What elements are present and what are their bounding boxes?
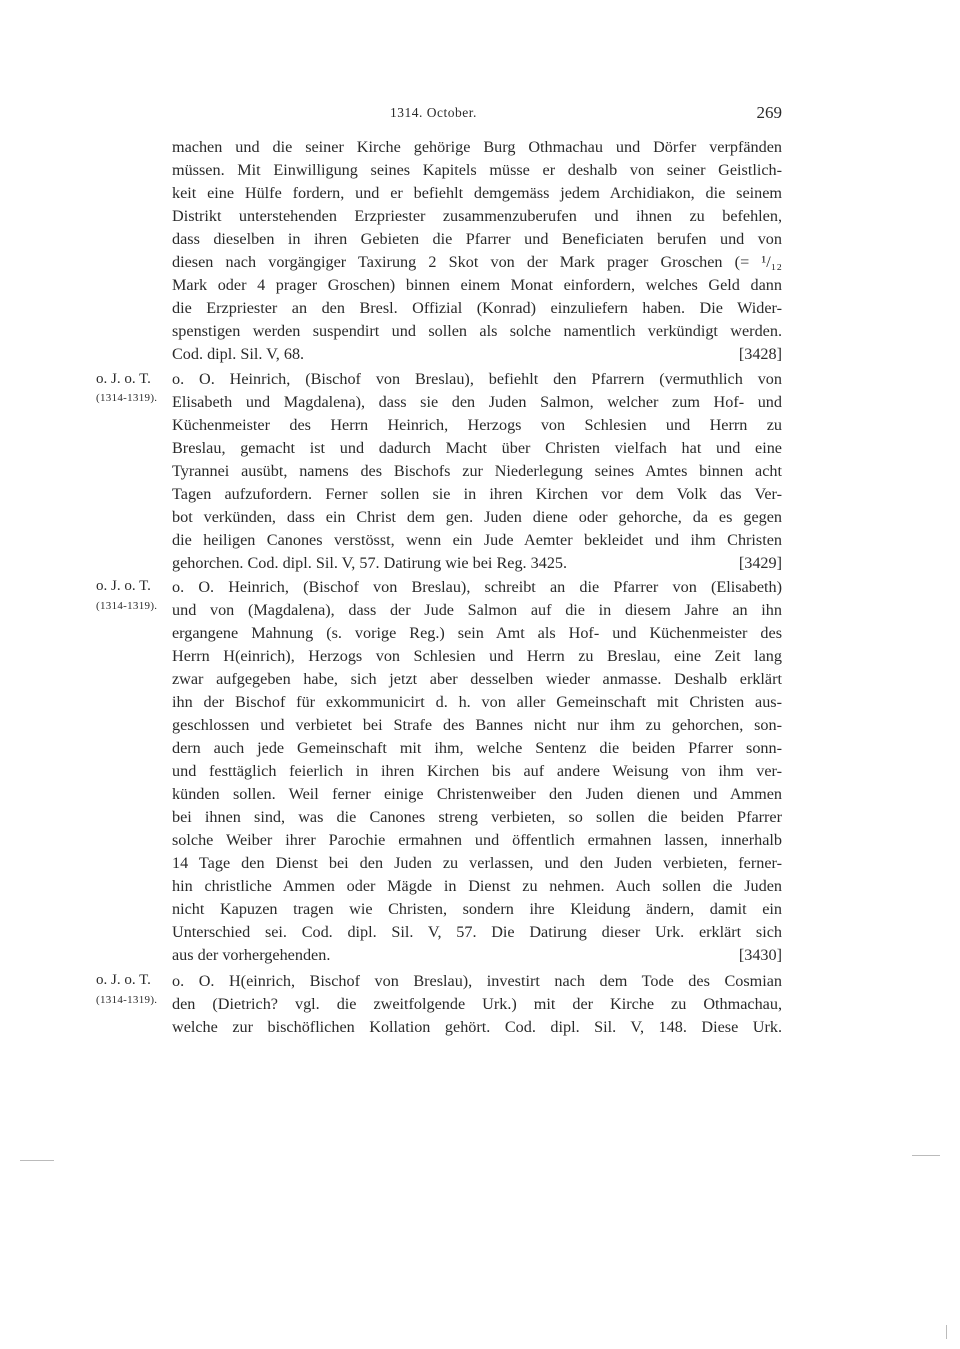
scan-mark bbox=[946, 1325, 947, 1339]
regest-number: [3428] bbox=[733, 343, 782, 365]
text-line: dass dieselben in ihren Gebieten die Pfarrer und Beneficiaten berufen und von bbox=[172, 230, 782, 248]
text-line-last bbox=[172, 944, 782, 966]
text-line: ihn der Bischof für exkommunicirt d. h. von aller Gemeinschaft mit Christen aus- bbox=[172, 693, 782, 711]
text-line: Herrn H(einrich), Herzogs von Schlesien und Herrn zu Breslau, eine Zeit lang bbox=[172, 647, 782, 665]
text-line: zwar aufgegeben habe, sich jetzt aber desselben wieder anmasse. Deshalb erklärt bbox=[172, 670, 782, 688]
text-line: o. O. Heinrich, (Bischof von Breslau), schreibt an die Pfarrer von (Elisabeth) bbox=[172, 578, 782, 596]
text-line: die heiligen Canones verstösst, wenn ein Jude Aemter bekleidet und ihm Christen bbox=[172, 531, 782, 549]
regest-number: [3430] bbox=[733, 944, 782, 966]
text-line: keit eine Hülfe fordern, und er befiehlt demgemäss jedem Archidiakon, die seinem bbox=[172, 184, 782, 202]
text-line: Distrikt unterstehenden Erzpriester zusammenzuberufen und ihnen zu befehlen, bbox=[172, 207, 782, 225]
text-line: o. O. H(einrich, Bischof von Breslau), investirt nach dem Tode des Cosmian bbox=[172, 972, 782, 990]
margin-date: o. J. o. T. bbox=[96, 371, 151, 387]
page-header bbox=[172, 103, 782, 125]
text-line: künden sollen. Weil ferner einige Christenweiber den Juden dienen und Ammen bbox=[172, 785, 782, 803]
text-line: solche Weiber ihrer Parochie ermahnen und öffentlich ermahnen lassen, innerhalb bbox=[172, 831, 782, 849]
text-line: Tyrannei ausübt, namens des Bischofs zur Niederlegung seines Amtes binnen acht bbox=[172, 462, 782, 480]
running-title: 1314. October. bbox=[390, 105, 477, 120]
text-line: o. O. Heinrich, (Bischof von Breslau), befiehlt den Pfarrern (vermuthlich von bbox=[172, 370, 782, 388]
citation: gehorchen. Cod. dipl. Sil. V, 57. Datirung wie bei Reg. 3425. bbox=[172, 554, 568, 572]
text-line: ergangene Mahnung (s. vorige Reg.) sein Amt als Hof- und Küchenmeister des bbox=[172, 624, 782, 642]
text-line: dern auch jede Gemeinschaft mit ihm, welche Sentenz die beiden Pfarrer sonn- bbox=[172, 739, 782, 757]
text-line: Elisabeth und Magdalena), dass sie den Juden Salmon, welcher zum Hof- und bbox=[172, 393, 782, 411]
text-line: den (Dietrich? vgl. die zweitfolgende Urk.) mit der Kirche zu Othmachau, bbox=[172, 995, 782, 1013]
text-line: geschlossen und verbietet bei Strafe des Bannes nicht nur ihm zu gehorchen, son- bbox=[172, 716, 782, 734]
text-line: Küchenmeister des Herrn Heinrich, Herzogs von Schlesien und Herrn zu bbox=[172, 416, 782, 434]
text-line: die Erzpriester an den Bresl. Offizial (Konrad) einzuliefern haben. Die Wider- bbox=[172, 299, 782, 317]
text-line: bei ihnen sind, was die Canones streng verbieten, so sollen die beiden Pfarrer bbox=[172, 808, 782, 826]
text-line: hin christliche Ammen oder Mägde in Dienst zu nehmen. Auch sollen die Juden bbox=[172, 877, 782, 895]
text-line: welche zur bischöflichen Kollation gehört. Cod. dipl. Sil. V, 148. Diese Urk. bbox=[172, 1018, 782, 1036]
text-line: diesen nach vorgängiger Taxirung 2 Skot von der Mark prager Groschen (= ¹/₁₂ bbox=[172, 253, 782, 271]
citation: aus der vorhergehenden. bbox=[172, 946, 331, 964]
text-line-last bbox=[172, 552, 782, 574]
text-line: und von (Magdalena), dass der Jude Salmon auf die in diesem Jahre an ihn bbox=[172, 601, 782, 619]
text-line: Unterschied sei. Cod. dipl. Sil. V, 57. Die Datirung dieser Urk. erklärt sich bbox=[172, 923, 782, 941]
text-line: 14 Tage den Dienst bei den Juden zu verlassen, und den Juden verbieten, ferner- bbox=[172, 854, 782, 872]
citation: Cod. dipl. Sil. V, 68. bbox=[172, 345, 305, 363]
text-line: bot verkünden, dass ein Christ dem gen. Juden diene oder gehorche, da es gegen bbox=[172, 508, 782, 526]
text-line-last bbox=[172, 343, 782, 365]
text-line: Breslau, gemacht ist und dadurch Macht über Christen vielfach hat und eine bbox=[172, 439, 782, 457]
text-line: Mark oder 4 prager Groschen) binnen einem Monat einfordern, welches Geld dann bbox=[172, 276, 782, 294]
text-line: nicht Kapuzen tragen wie Christen, sondern ihre Kleidung ändern, damit ein bbox=[172, 900, 782, 918]
margin-date-range: (1314-1319). bbox=[96, 392, 158, 404]
text-line: machen und die seiner Kirche gehörige Burg Othmachau und Dörfer verpfänden bbox=[172, 138, 782, 156]
text-line: Tagen aufzufordern. Ferner sollen sie in ihren Kirchen vor dem Volk das Ver- bbox=[172, 485, 782, 503]
margin-date-range: (1314-1319). bbox=[96, 600, 158, 612]
margin-date-range: (1314-1319). bbox=[96, 994, 158, 1006]
scan-mark bbox=[912, 1155, 940, 1156]
scan-mark bbox=[20, 1160, 54, 1161]
page-number: 269 bbox=[756, 103, 782, 122]
text-line: und festtäglich feierlich in ihren Kirchen bis auf andere Weisung von ihm ver- bbox=[172, 762, 782, 780]
text-line: müssen. Mit Einwilligung seines Kapitels müsse er deshalb von seiner Geistlich- bbox=[172, 161, 782, 179]
margin-date: o. J. o. T. bbox=[96, 972, 151, 988]
text-line: spenstigen werden suspendirt und sollen als solche namentlich verkündigt werden. bbox=[172, 322, 782, 340]
regest-number: [3429] bbox=[733, 552, 782, 574]
margin-date: o. J. o. T. bbox=[96, 578, 151, 594]
